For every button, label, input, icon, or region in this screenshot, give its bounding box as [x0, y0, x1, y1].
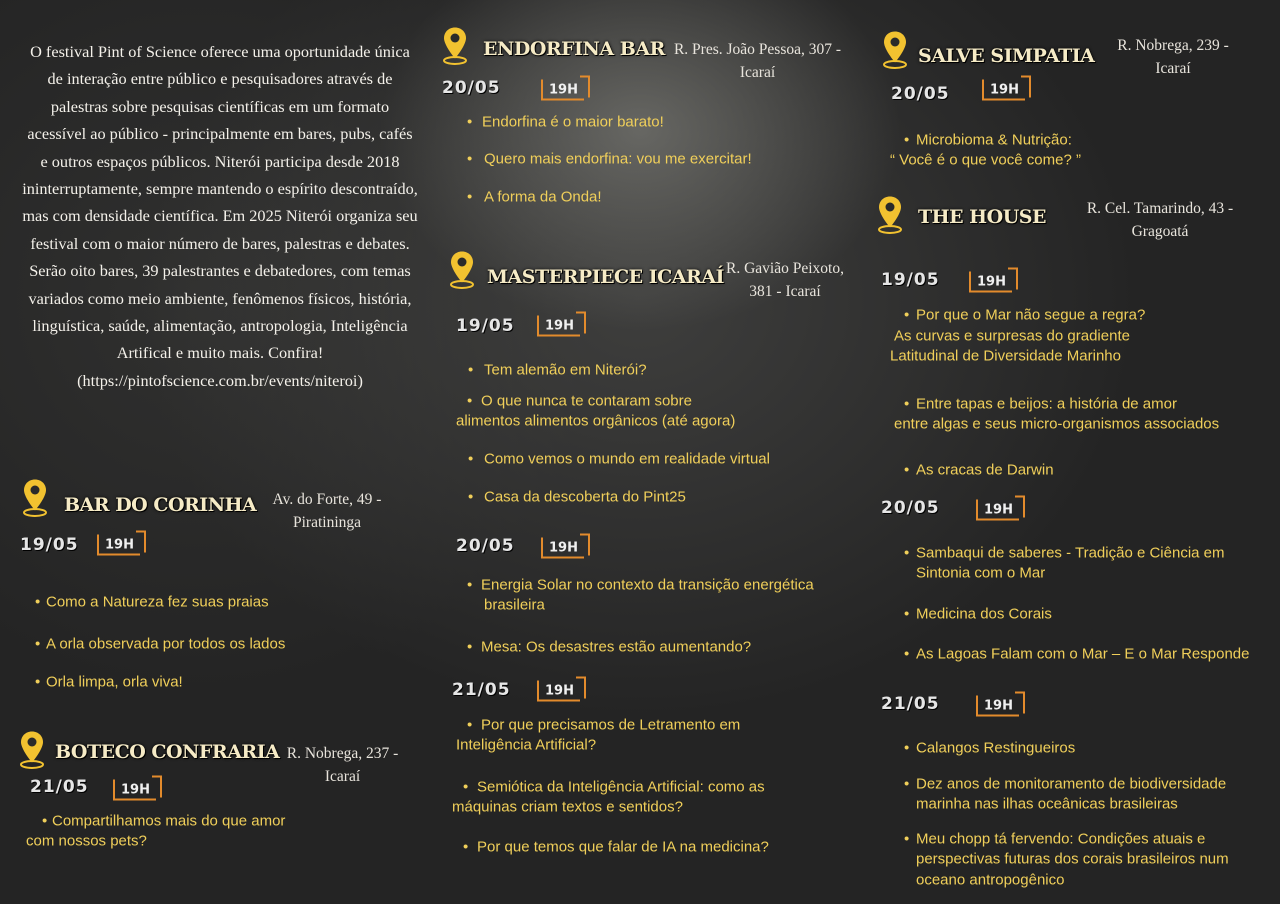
bullet-icon: • — [468, 361, 474, 379]
talk-title: Compartilhamos mais do que amor — [52, 812, 286, 830]
talk-title: Por que temos que falar de IA na medicina? — [477, 838, 769, 856]
intro-paragraph: O festival Pint of Science oferece uma oportunidade única de interação entre público e pesquisadores através de palestras sobre pesquisas científicas em um formato acessível ao público - principalmente em bares, pubs, cafés e outros espaços públicos. Niterói participa desde 2018 ininterruptamente, sempre mantendo o espírito descontraído, mas com densidade científica. Em 2025 Niterói organiza seu festival com o maior número de bares, palestras e debates. Serão oito bares, 39 palestrantes e debatedores, com temas variados como meio ambiente, fenômenos físicos, história, linguística, saúde, alimentação, antropologia, Inteligência Artifical e muito mais. Confira! (https://pintofscience.com.br/events/niteroi) — [22, 42, 418, 390]
map-pin-icon — [881, 30, 909, 75]
talk-title: Semiótica da Inteligência Artificial: como as — [477, 778, 765, 796]
talk-title: Como vemos o mundo em realidade virtual — [484, 450, 770, 468]
talk-title: A forma da Onda! — [484, 188, 602, 206]
map-pin-icon — [21, 478, 49, 523]
bullet-icon: • — [904, 306, 910, 324]
venue-name: SALVE SIMPATIA — [918, 45, 1095, 67]
session-date: 21/05 — [881, 694, 940, 714]
talk-title: Dez anos de monitoramento de biodiversidade — [916, 775, 1227, 793]
talk-title: Endorfina é o maior barato! — [482, 113, 664, 131]
talk-title: As cracas de Darwin — [916, 461, 1054, 479]
bullet-icon: • — [463, 838, 469, 856]
talk-title: Por que o Mar não segue a regra? — [916, 306, 1146, 324]
bullet-icon: • — [35, 635, 41, 653]
bullet-icon: • — [904, 605, 910, 623]
bullet-icon: • — [904, 544, 910, 562]
venue-address: R. Gavião Peixoto, 381 - Icaraí — [726, 260, 844, 300]
talk-title: O que nunca te contaram sobre — [481, 392, 692, 410]
map-pin-icon — [448, 250, 476, 295]
talk-title: Meu chopp tá fervendo: Condições atuais e — [916, 830, 1206, 848]
session-time-badge: 19H — [537, 316, 580, 337]
venue-address: Av. do Forte, 49 - Piratininga — [272, 491, 382, 531]
bullet-icon: • — [904, 830, 910, 848]
session-time-badge: 19H — [113, 780, 156, 801]
bullet-icon: • — [467, 716, 473, 734]
session-time-badge: 19H — [976, 500, 1019, 521]
bullet-icon: • — [904, 775, 910, 793]
session-time-badge: 19H — [537, 681, 580, 702]
venue-name: MASTERPIECE ICARAÍ — [487, 266, 724, 288]
bullet-icon: • — [468, 488, 474, 506]
bullet-icon: • — [468, 450, 474, 468]
talk-title: Casa da descoberta do Pint25 — [484, 488, 686, 506]
session-time-badge: 19H — [97, 535, 140, 556]
bullet-icon: • — [463, 778, 469, 796]
talk-title: Por que precisamos de Letramento em — [481, 716, 741, 734]
talk-title: Orla limpa, orla viva! — [46, 673, 183, 691]
session-time-badge: 19H — [969, 272, 1012, 293]
talk-title-continued: perspectivas futuras dos corais brasileiros num — [916, 850, 1229, 868]
session-time-badge: 19H — [982, 80, 1025, 101]
talk-title: Tem alemão em Niterói? — [484, 361, 647, 379]
bullet-icon: • — [904, 461, 910, 479]
talk-title: A orla observada por todos os lados — [46, 635, 286, 653]
session-date: 20/05 — [881, 498, 940, 518]
bullet-icon: • — [467, 150, 473, 168]
venue-name: THE HOUSE — [918, 206, 1046, 228]
talk-title-continued: brasileira — [484, 596, 545, 614]
bullet-icon: • — [467, 576, 473, 594]
session-date: 21/05 — [30, 777, 89, 797]
bullet-icon: • — [467, 638, 473, 656]
bullet-icon: • — [42, 812, 48, 830]
bullet-icon: • — [35, 593, 41, 611]
talk-title: Microbioma & Nutrição: — [916, 131, 1072, 149]
bullet-icon: • — [35, 673, 41, 691]
talk-title-continued: As curvas e surpresas do gradiente — [894, 327, 1130, 345]
bullet-icon: • — [467, 392, 473, 410]
talk-title-continued: Inteligência Artificial? — [456, 736, 597, 754]
bullet-icon: • — [904, 739, 910, 757]
talk-title-continued: alimentos alimentos orgânicos (até agora) — [456, 412, 736, 430]
session-date: 19/05 — [881, 270, 940, 290]
venue-address: R. Cel. Tamarindo, 43 - Gragoatá — [1086, 200, 1234, 240]
talk-title: Como a Natureza fez suas praias — [46, 593, 269, 611]
venue-address: R. Nobrega, 237 - Icaraí — [286, 745, 399, 785]
talk-title: Energia Solar no contexto da transição energética — [481, 576, 814, 594]
talk-title-continued: com nossos pets? — [26, 832, 147, 850]
talk-title: Calangos Restingueiros — [916, 739, 1076, 757]
talk-title: Sambaqui de saberes - Tradição e Ciência em — [916, 544, 1225, 562]
session-time-badge: 19H — [541, 80, 584, 101]
session-date: 20/05 — [442, 78, 501, 98]
talk-title-continued: máquinas criam textos e sentidos? — [452, 798, 683, 816]
talk-title-continued: Latitudinal de Diversidade Marinho — [890, 347, 1121, 365]
talk-title: Quero mais endorfina: vou me exercitar! — [484, 150, 752, 168]
bullet-icon: • — [904, 645, 910, 663]
venue-address: R. Nobrega, 239 - Icaraí — [1117, 37, 1229, 77]
venue-name: BAR DO CORINHA — [64, 494, 257, 516]
session-date: 19/05 — [456, 316, 515, 336]
session-time-badge: 19H — [976, 696, 1019, 717]
talk-title-continued: marinha nas ilhas oceânicas brasileiras — [916, 795, 1178, 813]
bullet-icon: • — [467, 113, 473, 131]
session-date: 20/05 — [456, 536, 515, 556]
map-pin-icon — [441, 26, 469, 71]
bullet-icon: • — [904, 131, 910, 149]
talk-title: Mesa: Os desastres estão aumentando? — [481, 638, 752, 656]
session-date: 20/05 — [891, 84, 950, 104]
venue-name: ENDORFINA BAR — [483, 38, 665, 60]
venue-name: BOTECO CONFRARIA — [55, 741, 280, 763]
talk-title-continued: “ Você é o que você come? ” — [890, 151, 1081, 169]
talk-title-continued: Sintonia com o Mar — [916, 564, 1046, 582]
session-date: 19/05 — [20, 535, 79, 555]
map-pin-icon — [876, 195, 904, 240]
venue-address: R. Pres. João Pessoa, 307 - Icaraí — [673, 41, 842, 81]
map-pin-icon — [18, 730, 46, 775]
talk-title-continued: entre algas e seus micro-organismos associados — [894, 415, 1220, 433]
bullet-icon: • — [467, 188, 473, 206]
session-date: 21/05 — [452, 680, 511, 700]
session-time-badge: 19H — [541, 538, 584, 559]
talk-title: Medicina dos Corais — [916, 605, 1052, 623]
talk-title: As Lagoas Falam com o Mar – E o Mar Responde — [916, 645, 1250, 663]
talk-title-continued: oceano antropogênico — [916, 871, 1065, 889]
bullet-icon: • — [904, 395, 910, 413]
talk-title: Entre tapas e beijos: a história de amor — [916, 395, 1177, 413]
